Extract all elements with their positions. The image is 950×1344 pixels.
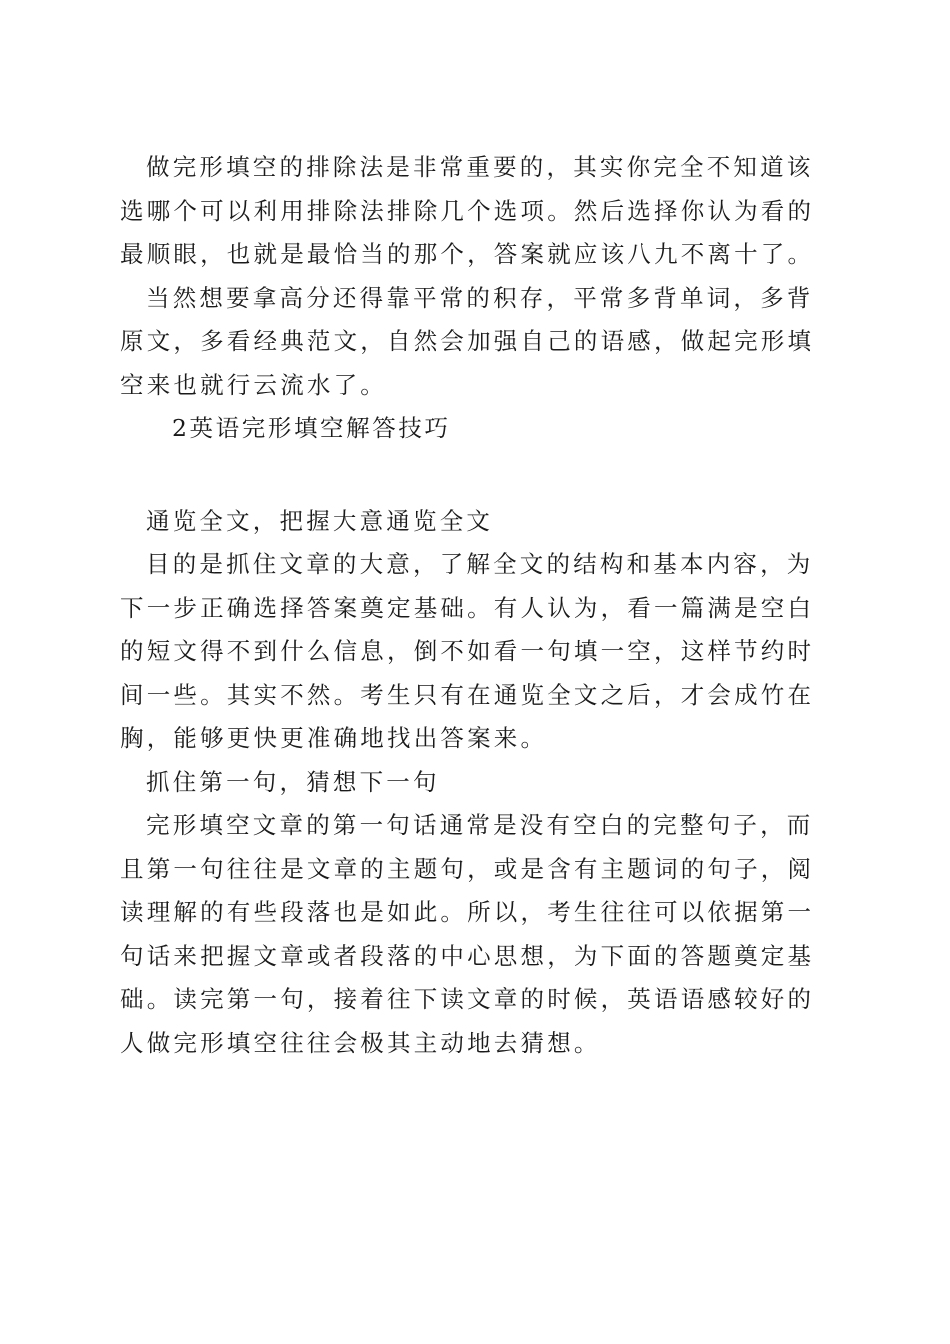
paragraph-first-sentence: 完形填空文章的第一句话通常是没有空白的完整句子，而且第一句往往是文章的主题句，或是含有主题词的句子，阅读理解的有些段落也是如此。所以，考生往往可以依据第一句话来把握文章或者段落的中心思想，为下面的答题奠定基础。读完第一句，接着往下读文章的时候，英语语感较好的人做完形填空往往会极其主动地去猜想。 xyxy=(120,811,815,1057)
spacer xyxy=(120,451,840,500)
subheading-first-sentence: 抓住第一句，猜想下一句 xyxy=(146,767,440,796)
paragraph-elimination-method: 做完形填空的排除法是非常重要的，其实你完全不知道该选哪个可以利用排除法排除几个选项。然后选择你认为看的最顺眼，也就是最恰当的那个，答案就应该八九不离十了。 xyxy=(120,153,815,268)
document-body xyxy=(120,146,840,1065)
paragraph-overview-purpose: 目的是抓住文章的大意，了解全文的结构和基本内容，为下一步正确选择答案奠定基础。有人认为，看一篇满是空白的短文得不到什么信息，倒不如看一句填一空，这样节约时间一些。其实不然。考生只有在通览全文之后，才会成竹在胸，能够更快更准确地找出答案来。 xyxy=(120,550,815,752)
subheading-overview: 通览全文，把握大意通览全文 xyxy=(146,506,494,535)
paragraph-accumulation: 当然想要拿高分还得靠平常的积存，平常多背单词，多背原文，多看经典范文，自然会加强自己的语感，做起完形填空来也就行云流水了。 xyxy=(120,283,815,399)
section-heading: 2英语完形填空解答技巧 xyxy=(172,414,451,442)
